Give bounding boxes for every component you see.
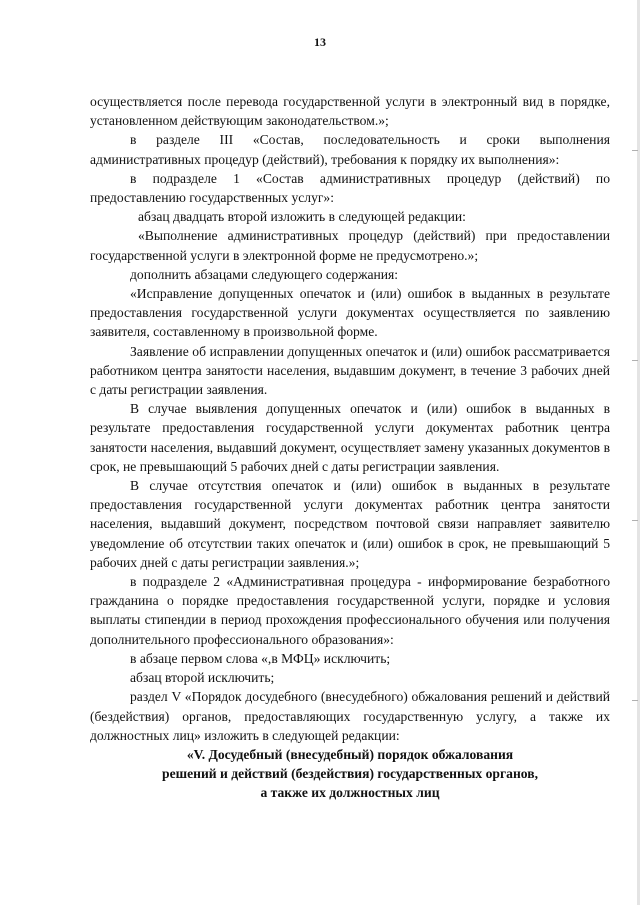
paragraph-mfc: в абзаце первом слова «,в МФЦ» исключить; [130,650,391,666]
paragraph-subsection-2: в подразделе 2 «Административная процедура - информирование безработного гражданина о порядке предоставления государственной услуги, порядке и условия выплаты стипендии в период прохождения профессионального обучения или получения дополнительного профессионального образования»: [90,574,610,647]
paragraph-section-v: раздел V «Порядок досудебного (внесудебного) обжалования решений и действий (бездействия) органов, предоставляющих государственную услугу, а также их должностных лиц» изложить в следующей редакции: [90,689,610,743]
paragraph-section-iii: в разделе III «Состав, последовательность и сроки выполнения административных процедур (действий), требования к порядку их выполнения»: [90,132,610,167]
document-body [90,92,610,803]
section-heading-line-3: а также их должностных лиц [260,785,440,801]
paragraph-abzac-22: абзац двадцать второй изложить в следующей редакции: [138,209,466,225]
paragraph-subsection-1: в подразделе 1 «Состав административных процедур (действий) по предоставлению государственных услуг»: [90,170,610,206]
paragraph-zayavlenie: Заявление об исправлении допущенных опечаток и (или) ошибок рассматривается работником центра занятости населения, выдавшим документ, в течение 3 рабочих дней с даты регистрации заявления. [90,343,610,398]
paragraph-otsutstvie: В случае отсутствия опечаток и (или) ошибок в выданных в результате предоставления государственной услуги документах работник центра занятости населения, выдавший документ, посредством почтовой связи направляет заявителю уведомление об отсутствии таких опечаток и (или) ошибок в срок, не превышающий 5 рабочих дней с даты регистрации заявления.»; [90,478,610,570]
section-heading-line-2: решений и действий (бездействия) государственных органов, [162,766,538,782]
scan-tick-mark [632,360,638,361]
page-number: 13 [314,35,326,49]
scan-tick-mark [632,700,638,701]
paragraph-continuation: осуществляется после перевода государственной услуги в электронный вид в порядке, установленном действующим законодательством.»; [90,94,610,129]
section-heading-line-1: «V. Досудебный (внесудебный) порядок обжалования [186,746,514,762]
paragraph-dopolnit: дополнить абзацами следующего содержания: [130,266,399,282]
paragraph-abzac-2: абзац второй исключить; [130,670,275,686]
paragraph-vyyavlenie: В случае выявления допущенных опечаток и (или) ошибок в выданных в результате предоставления государственной услуги документах работник центра занятости населения, выдавший документ, осуществляет замену указанных документов в срок, не превышающий 5 рабочих дней с даты регистрации заявления. [90,401,610,474]
paragraph-ispravlenie: «Исправление допущенных опечаток и (или) ошибок в выданных в результате предоставления государственной услуги документах осуществляется по заявлению заявителя, составленному в произвольной форме. [90,286,610,340]
scan-tick-mark [632,150,638,151]
paragraph-quote-vypolnenie: «Выполнение административных процедур (действий) при предоставлении государственной услуги в электронной форме не предусмотрено.»; [90,228,610,263]
scan-tick-mark [632,520,638,521]
